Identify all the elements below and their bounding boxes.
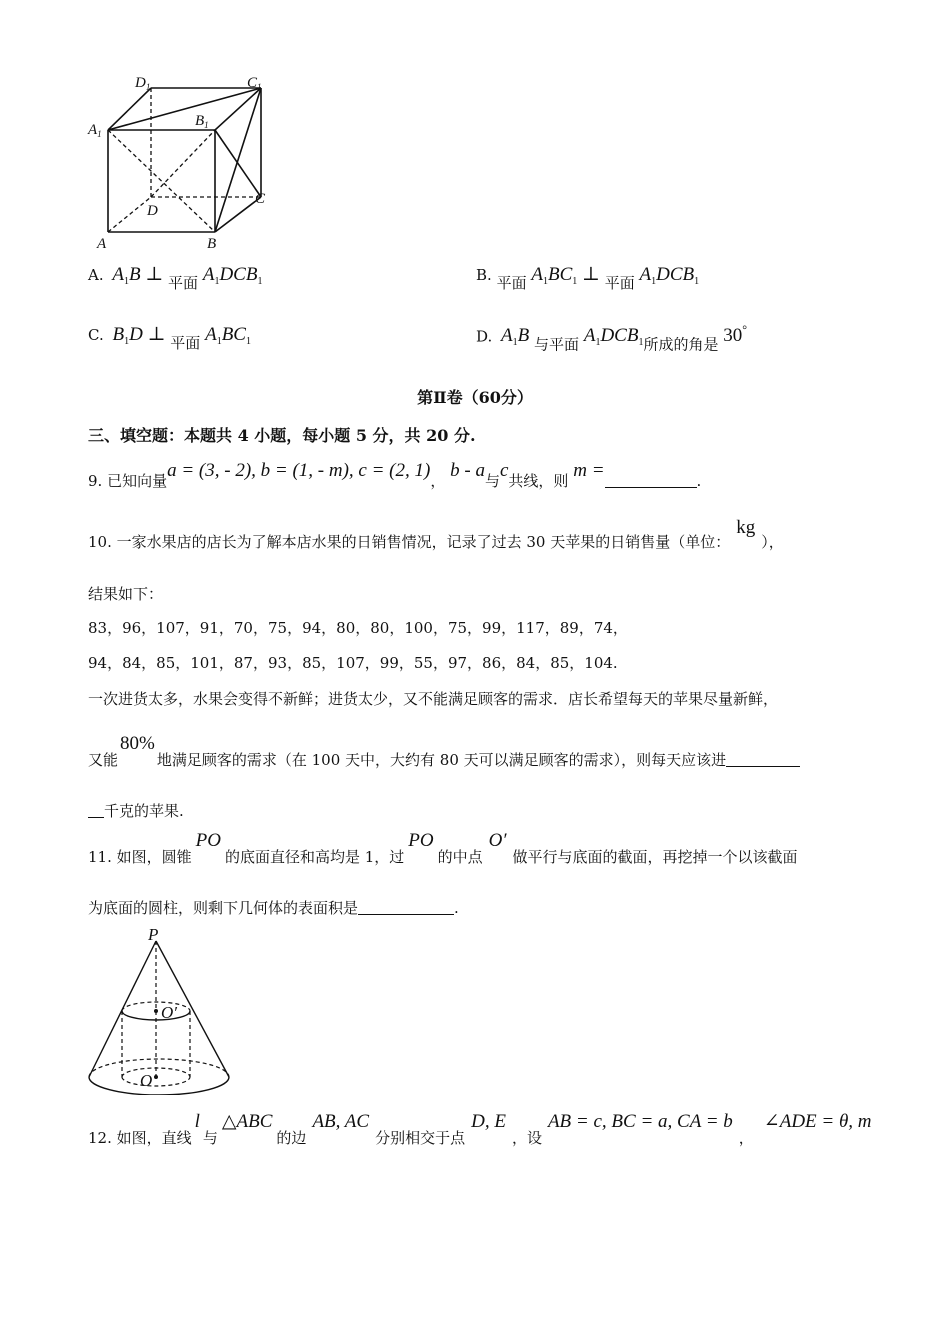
answer-blank-10b[interactable] — [88, 803, 104, 818]
sub1: 1 — [145, 82, 151, 92]
question-10-line5: 千克的苹果. — [88, 800, 184, 821]
label-O: O — [140, 1071, 153, 1090]
label-B1: B — [195, 113, 205, 129]
question-9: 9. 已知向量a = (3, - 2), b = (1, - m), c = (2, 1)， b - a与c共线，则 m = . — [88, 460, 702, 490]
question-11-line1: 11. 如图，圆锥PO的底面直径和高均是 1，过PO的中点O′做平行与底面的截面，再挖掉一个以该截面 — [88, 830, 798, 866]
label-A: A — [97, 236, 107, 252]
cube-figure — [85, 72, 285, 257]
option-b[interactable]: B. 平面 $A_1BC_1$ ⊥ 平面 $A_1DCB_1$ — [476, 264, 700, 292]
label-C: C — [255, 191, 266, 207]
question-10-line2: 结果如下： — [88, 585, 164, 603]
label-B: B — [207, 236, 217, 252]
question-10-line4: 又能80%地满足顾客的需求（在 100 天中，大约有 80 天可以满足顾客的需求），则每天应该进 — [88, 733, 800, 770]
question-10-data1: 83，96，107，91，70，75，94，80，80，100，75，99，117，89，74， — [88, 619, 628, 637]
svg-text:D1 — [134, 75, 150, 92]
label-D: D — [147, 203, 158, 219]
label-D1: D — [135, 75, 146, 91]
section3-title: 三、填空题：本题共 4 小题，每小题 5 分，共 20 分. — [88, 426, 476, 445]
question-10-data2: 94，84，85，101，87，93，85，107，99，55，97，86，84，85，104. — [88, 654, 618, 672]
answer-blank-10a[interactable] — [726, 752, 800, 767]
question-11-line2: 为底面的圆柱，则剩下几何体的表面积是 . — [88, 899, 459, 917]
part2-title: 第Ⅱ卷（60分） — [417, 388, 533, 407]
option-d[interactable]: D. $A_1B$ 与平面 $A_1DCB_1$所成的角是 30° — [476, 323, 748, 354]
label-A1: A — [88, 122, 98, 138]
svg-text:C1: $C_1$ — [247, 75, 262, 92]
label-P: P — [148, 925, 159, 944]
answer-blank-11[interactable] — [358, 900, 454, 915]
label-C1: C — [247, 75, 258, 91]
option-c[interactable]: C. $B_1D$ ⊥ 平面 $A_1BC_1$ — [88, 324, 251, 352]
svg-text:A1: $A_1$ — [88, 122, 102, 139]
svg-text:B1: $B_1$ — [195, 113, 209, 130]
answer-blank-9[interactable] — [605, 473, 697, 488]
cone-figure — [82, 925, 242, 1095]
question-10-line1: 10. 一家水果店的店长为了解本店水果的日销售情况，记录了过去 30 天苹果的日销售量（单位：kg）， — [88, 517, 784, 551]
question-10-line3: 一次进货太多，水果会变得不新鲜；进货太少，又不能满足顾客的需求．店长希望每天的苹果尽量新鲜， — [88, 690, 779, 708]
option-a[interactable]: A. $A_1B$ ⊥ 平面 $A_1DCB_1$ — [88, 264, 263, 292]
label-O1: O′ — [161, 1003, 177, 1022]
question-12: 12. 如图，直线l与△ABC的边AB, AC分别相交于点D, E，设AB = c, BC = a, CA = b，∠ADE = θ, m — [88, 1111, 872, 1147]
